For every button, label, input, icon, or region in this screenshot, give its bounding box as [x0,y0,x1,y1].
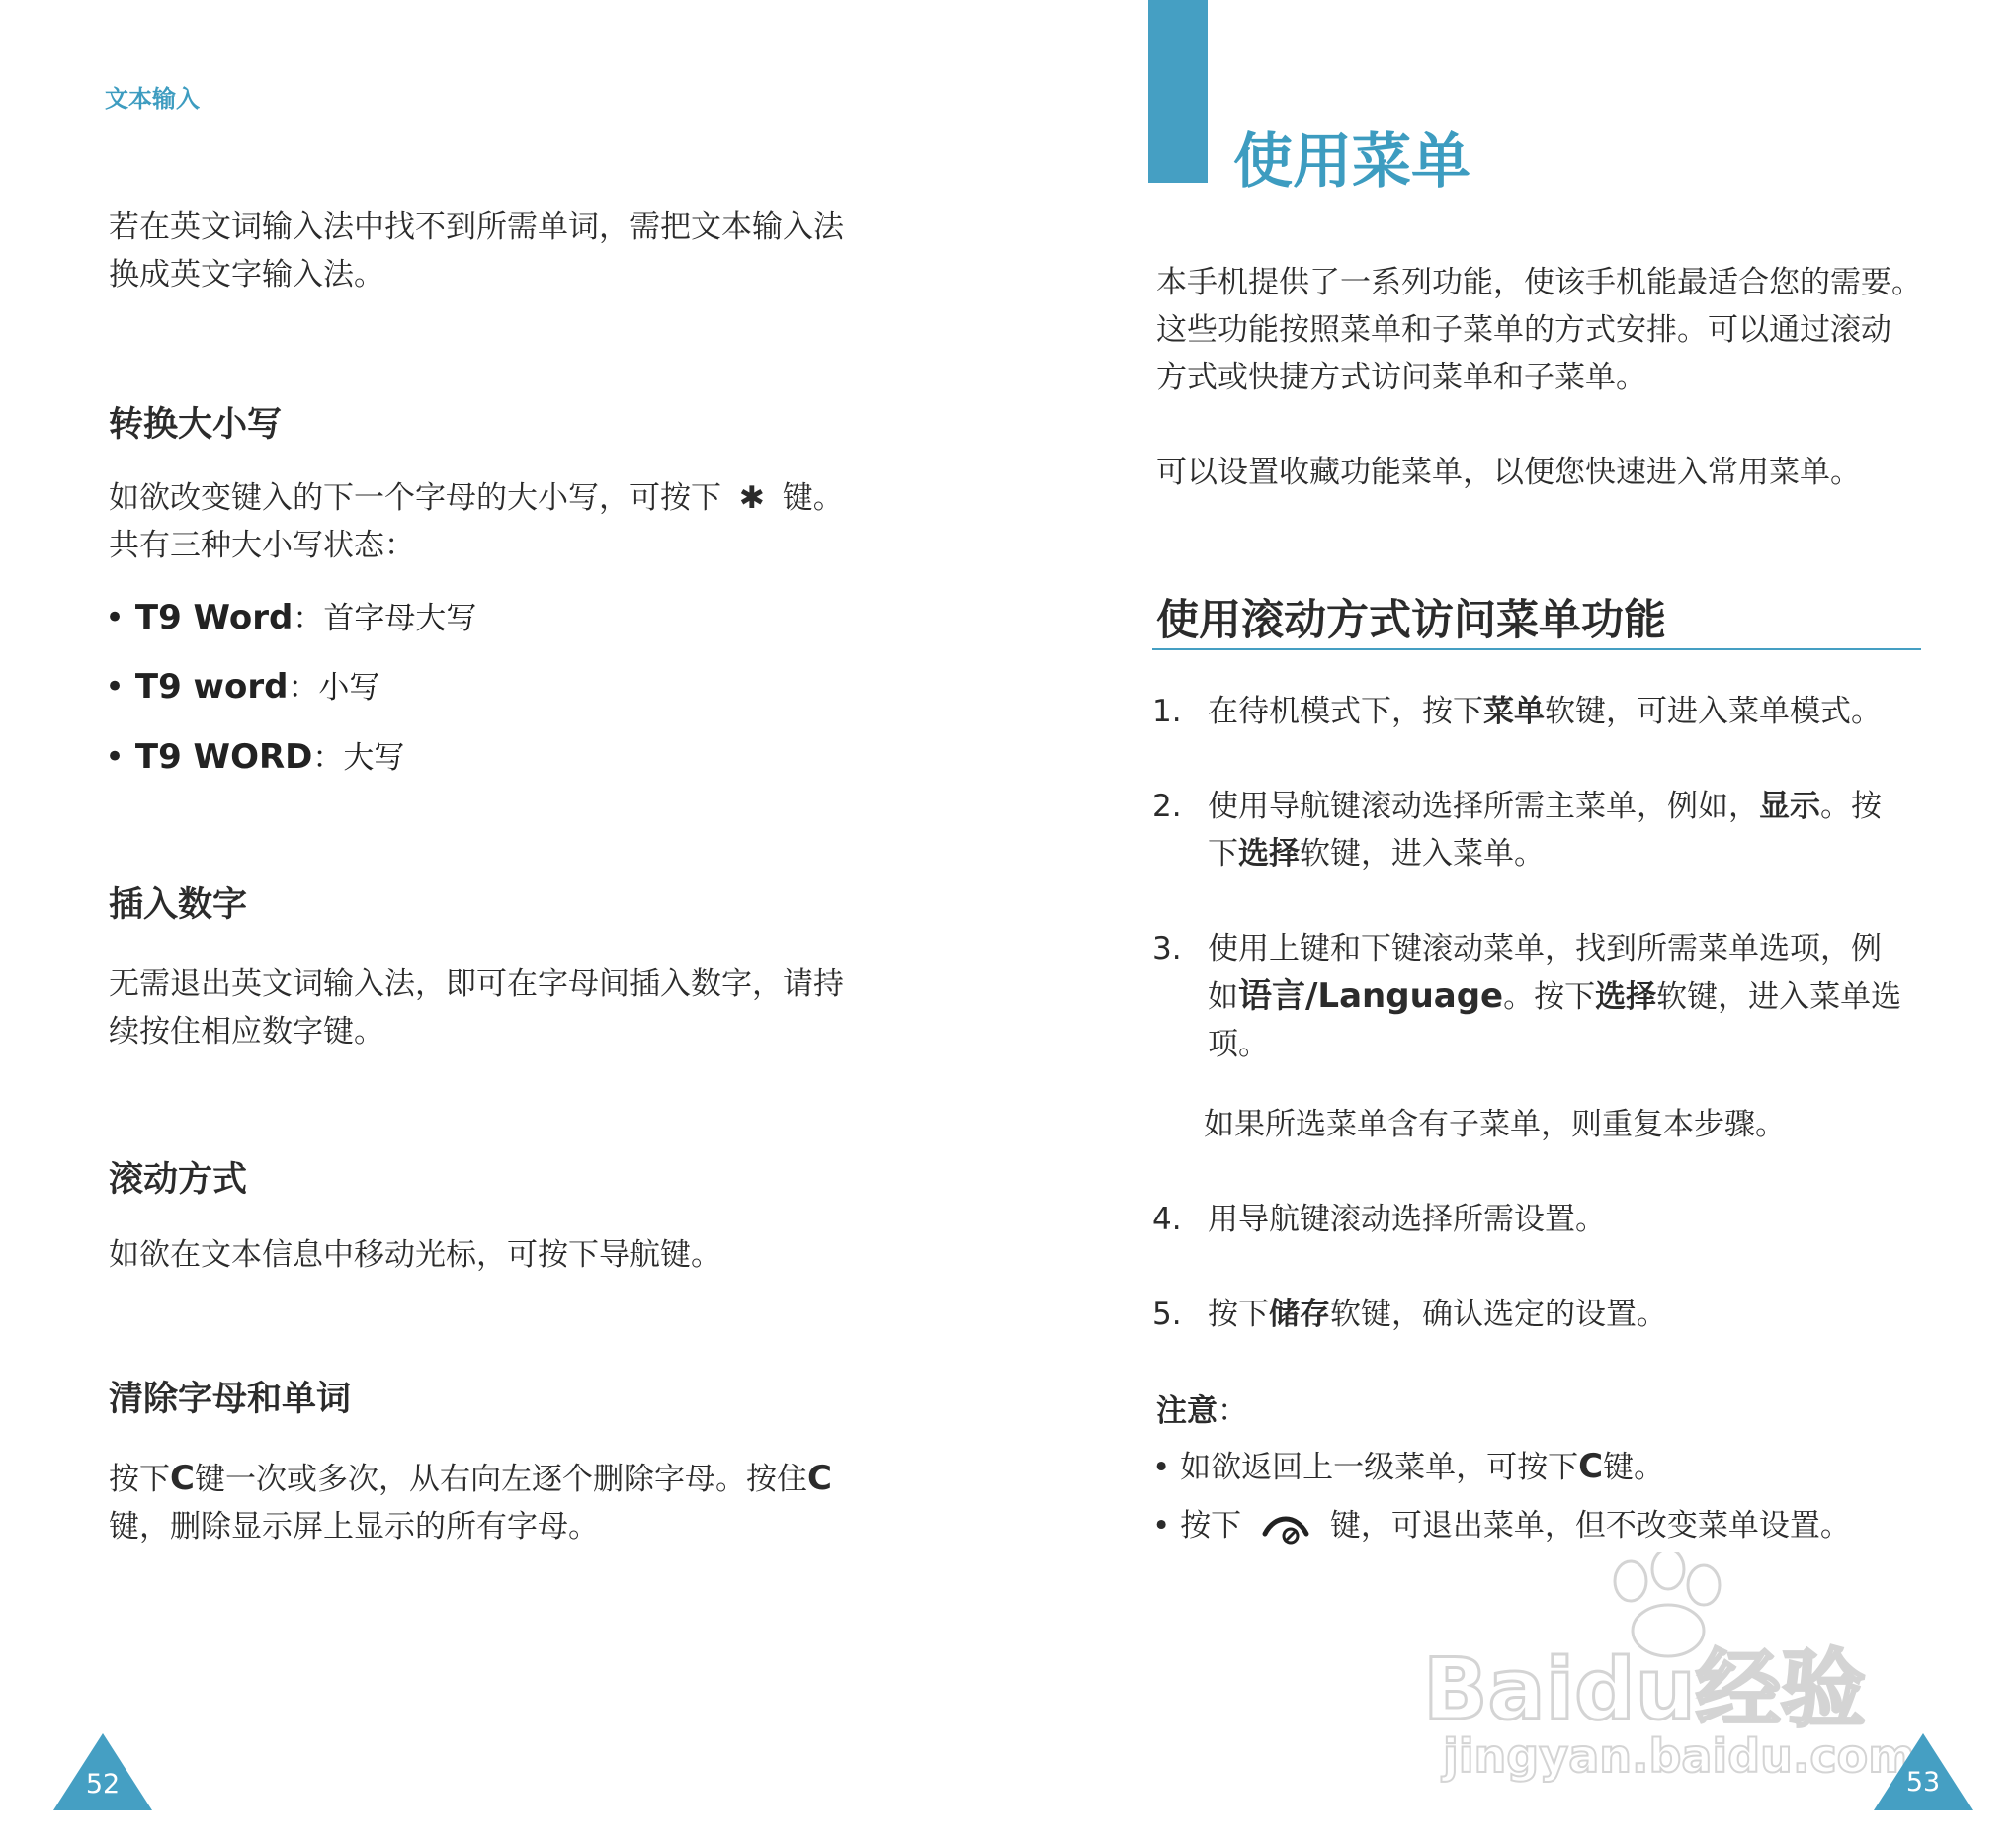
heading-insert-numbers: 插入数字 [109,885,248,925]
heading-clear: 清除字母和单词 [109,1380,352,1419]
step-3-note: 如果所选菜单含有子菜单，则重复本步骤。 [1204,1107,1786,1142]
scrolling-paragraph: 如欲在文本信息中移动光标，可按下导航键。 [109,1237,721,1273]
clear-line-2: 键，删除显示屏上显示的所有字母。 [109,1509,599,1545]
page-number-left: 52 [85,1769,121,1800]
chapter-title: 使用菜单 [1233,127,1470,197]
intro-paragraph [109,204,844,298]
insert-numbers-paragraph: 无需退出英文词输入法，即可在字母间插入数字，请持 续按住相应数字键。 [109,966,844,1049]
c-key-label: C [170,1459,195,1498]
page-number-right: 53 [1905,1767,1941,1798]
heading-scrolling: 滚动方式 [109,1160,248,1200]
case-line-1: 如欲改变键入的下一个字母的大小写，可按下 ✱ 键。 [109,480,844,516]
heading-case: 转换大小写 [109,405,283,445]
c-key-label: C [806,1459,832,1498]
intro-line-1: 若在英文词输入法中找不到所需单词，需把文本输入法 [109,210,844,245]
section-heading-scroll-access: 使用滚动方式访问菜单功能 [1156,596,1666,645]
baidu-watermark [1423,1552,1917,1789]
chapter-intro: 本手机提供了一系列功能，使该手机能最适合您的需要。 这些功能按照菜单和子菜单的方式安排。可以通过滚动 方式或快捷方式访问菜单和子菜单。 [1156,265,1922,395]
running-head: 文本输入 [105,85,200,113]
intro-line-2: 换成英文字输入法。 [109,257,384,293]
bullet-icon: • [1152,1508,1181,1544]
note-bullet-2: • 按下 键，可退出菜单，但不改变菜单设置。 [1152,1508,1851,1544]
mode-item-lower: • T9 word：小写 [105,667,380,707]
note-label: 注意： [1156,1393,1248,1429]
note-bullet-1: • 如欲返回上一级菜单，可按下C键。 [1152,1447,1665,1486]
clear-paragraph [109,1455,832,1551]
case-paragraph [109,474,844,569]
bullet-icon: • [1152,1450,1181,1485]
watermark-url: jingyan.baidu.com [1443,1729,1916,1783]
star-key-icon: ✱ [738,480,765,516]
mode-item-word: • T9 Word：首字母大写 [105,598,477,637]
bullet-icon: • [105,598,126,637]
bullet-icon: • [105,737,126,777]
c-key-label: C [1578,1447,1604,1486]
mode-item-upper: • T9 WORD：大写 [105,737,405,777]
section-heading-rule [1152,648,1921,650]
favorites-paragraph: 可以设置收藏功能菜单，以便您快速进入常用菜单。 [1156,455,1861,490]
chapter-accent-bar [1148,0,1208,183]
watermark-brand: Baidu经验 [1423,1640,1866,1739]
case-line-2: 共有三种大小写状态： [109,528,415,563]
clear-line-1: 按下C键一次或多次，从右向左逐个删除字母。按住C [109,1459,832,1498]
end-call-key-icon [1261,1510,1310,1546]
bullet-icon: • [105,667,126,707]
